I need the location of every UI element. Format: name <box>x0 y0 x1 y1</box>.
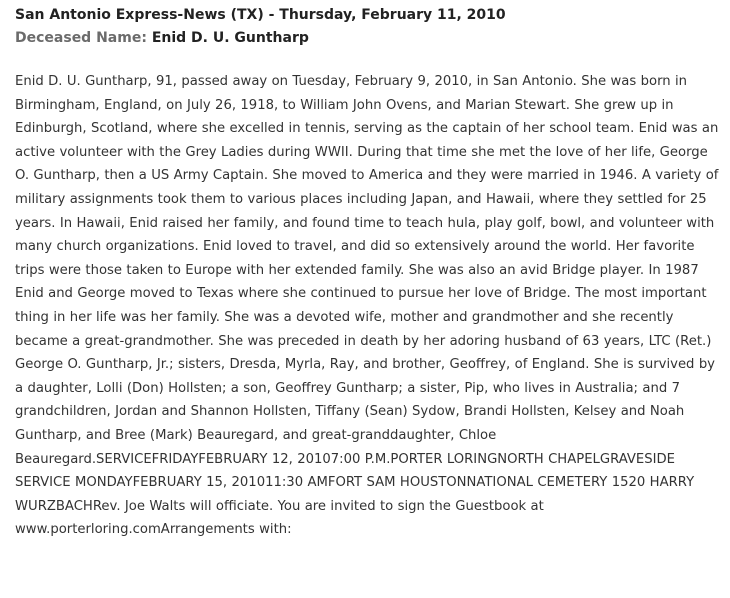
obituary-text: Enid D. U. Guntharp, 91, passed away on Tuesday, February 9, 2010, in San Antonio. She was born in Birmingham, England, on July 26, 1918, to William John Ovens, and Marian Stewart. She grew up in Edinburgh, Scotland, where she excelled in tennis, serving as the captain of her school team. Enid was an active volunteer with the Grey Ladies during WWII. During that time she met the love of her life, George O. Guntharp, then a US Army Captain. She moved to America and they were married in 1946. A variety of military assignments took them to various places including Japan, and Hawaii, where they settled for 25 years. In Hawaii, Enid raised her family, and found time to teach hula, play golf, bowl, and volunteer with many church organizations. Enid loved to travel, and did so extensively around the world. Her favorite trips were those taken to Europe with her extended family. She was also an avid Bridge player. In 1987 Enid and George moved to Texas where she continued to pursue her love of Bridge. The most important thing in her life was her family. She was a devoted wife, mother and grandmother and she recently became a great-grandmother. She was preceded in death by her adoring husband of 63 years, LTC (Ret.) George O. Guntharp, Jr.; sisters, Dresda, Myrla, Ray, and brother, Geoffrey, of England. She is survived by a daughter, Lolli (Don) Hollsten; a son, Geoffrey Guntharp; a sister, Pip, who lives in Australia; and 7 grandchildren, Jordan and Shannon Hollsten, Tiffany (Sean) Sydow, Brandi Hollsten, Kelsey and Noah Guntharp, and Bree (Mark) Beauregard, and great-granddaughter, Chloe Beauregard.SERVICEFRIDAYFEBRUARY 12, 20107:00 P.M.PORTER LORINGNORTH CHAPELGRAVESIDE SERVICE MONDAYFEBRUARY 15, 201011:30 AMFORT SAM HOUSTONNATIONAL CEMETERY 1520 HARRY WURZBACHRev. Joe Walts will officiate. You are invited to sign the Guestbook at www.porterloring.comArrangements with: <box>15 74 719 538</box>
page-title: San Antonio Express-News (TX) - Thursday, February 11, 2010 <box>15 7 506 23</box>
deceased-name-label: Deceased Name: <box>15 30 147 46</box>
deceased-name-row <box>15 29 720 48</box>
deceased-name-value: Enid D. U. Guntharp <box>151 30 309 46</box>
obituary-page <box>15 6 720 542</box>
